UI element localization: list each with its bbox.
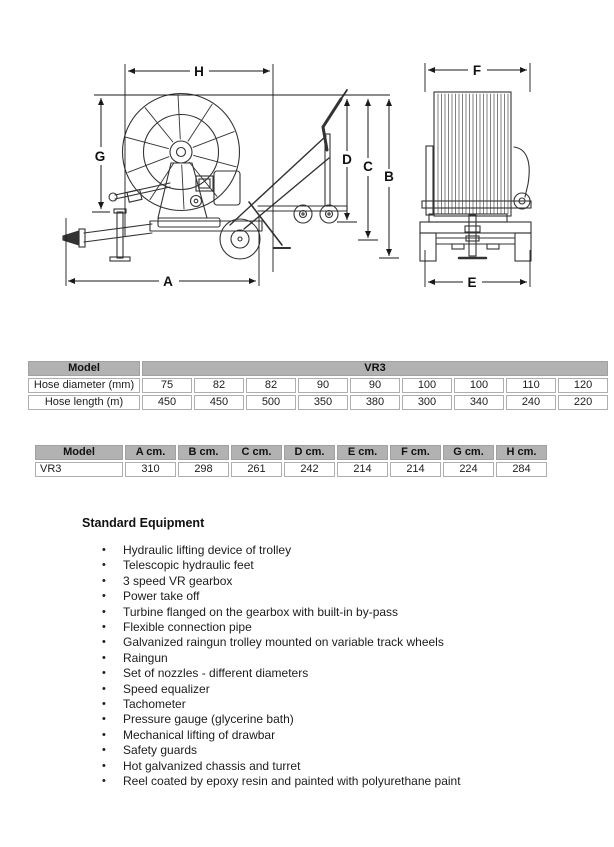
right-foot [515,233,531,261]
value-cell: 298 [178,462,229,477]
table-row [28,378,608,393]
list-item-text: Set of nozzles - different diameters [123,666,309,681]
hitch-bracket [79,229,85,247]
list-item-text: Turbine flanged on the gearbox with built-in by-pass [123,604,399,619]
side-view-drawing [63,90,347,261]
raingun-barrel [323,99,341,150]
raingun-nozzle [341,90,347,99]
trolley-wheel-rear-hub [328,213,330,215]
table-row [35,462,547,477]
model-value-header: VR3 [142,361,608,376]
table-row [28,395,608,410]
value-cell: 340 [454,395,504,410]
drum-base-plate [429,214,507,222]
dim-label-a: A [163,274,173,289]
list-item-text: Mechanical lifting of drawbar [123,727,276,742]
list-item [82,635,572,650]
list-item [82,543,572,558]
list-item-text: Hydraulic lifting device of trolley [123,543,292,557]
left-upright [426,146,433,215]
trolley-wheel-rear [320,205,338,223]
value-cell: 261 [231,462,282,477]
table-header-row [35,445,547,460]
bullet-icon: • [102,605,106,618]
list-item-text: Pressure gauge (glycerine bath) [123,712,294,727]
list-item [82,759,572,774]
list-item [82,651,572,666]
trolley-lift-arm-lower [244,158,329,229]
reel-hub [170,141,192,163]
list-item-text: Power take off [123,589,200,604]
equipment-list [82,543,572,790]
value-cell: 82 [246,378,296,393]
dim-label-f: F [472,63,482,78]
list-item [82,620,572,635]
reel-drum [144,115,219,190]
column-header: H cm. [496,445,547,460]
value-cell: 214 [390,462,441,477]
value-cell: 240 [506,395,556,410]
list-item-text: Hot galvanized chassis and turret [123,758,301,773]
trolley-wheel-front [294,205,312,223]
hose-guide-arm [514,147,529,197]
value-cell: 100 [402,378,452,393]
support-leg [249,202,282,245]
row-label: Hose length (m) [28,395,140,410]
rail-notch-right [487,244,499,249]
jack-leg [117,212,123,258]
standard-equipment-section [82,516,572,790]
value-cell: 450 [194,395,244,410]
column-header: F cm. [390,445,441,460]
rail-notch-left [452,244,464,249]
tow-hitch [63,231,79,245]
main-wheel-rim [231,230,249,248]
column-header: A cm. [125,445,176,460]
list-item [82,558,572,573]
dimension-lines [66,63,530,287]
dim-label-e: E [467,275,477,290]
bullet-icon: • [102,698,106,711]
list-item-text: Reel coated by epoxy resin and painted with polyurethane paint [123,774,461,789]
value-cell: 500 [246,395,296,410]
value-cell: 450 [142,395,192,410]
list-item-text: Telescopic hydraulic feet [123,558,254,573]
value-cell: 110 [506,378,556,393]
column-header: B cm. [178,445,229,460]
list-item-text: Flexible connection pipe [123,620,252,635]
bullet-icon: • [102,775,106,788]
value-cell: 242 [284,462,335,477]
model-name-cell: VR3 [35,462,123,477]
value-cell: 300 [402,395,452,410]
list-item [82,682,572,697]
value-cell: 100 [454,378,504,393]
value-cell: 224 [443,462,494,477]
machine-dimensions-table [33,443,549,479]
value-cell: 214 [337,462,388,477]
list-item-text: Galvanized raingun trolley mounted on variable track wheels [123,635,444,650]
drawbar [84,224,152,242]
column-header: D cm. [284,445,335,460]
bullet-icon: • [102,728,106,741]
extension-lines [66,63,530,287]
column-header: C cm. [231,445,282,460]
bullet-icon: • [102,621,106,634]
hose-spec-table [26,359,610,412]
dim-label-c: C [363,159,373,174]
bullet-icon: • [102,713,106,726]
value-cell: 82 [194,378,244,393]
bullet-icon: • [102,544,106,556]
reel-spokes [126,95,236,209]
bullet-icon: • [102,636,106,649]
value-cell: 350 [298,395,348,410]
dim-label-h: H [194,64,204,79]
list-item [82,589,572,604]
bullet-icon: • [102,759,106,772]
table-header-row [28,361,608,376]
turret-base-plate [158,218,220,227]
bullet-icon: • [102,744,106,757]
gearbox-knob-dot [194,199,198,203]
hose-reel-technical-drawing [0,0,614,340]
bullet-icon: • [102,682,106,695]
bullet-icon: • [102,559,106,572]
model-header: Model [28,361,140,376]
list-item [82,712,572,727]
value-cell: 220 [558,395,608,410]
hose-coils [438,94,508,214]
chassis-rails [150,221,262,231]
gearbox-knob [191,196,202,207]
trolley-wheel-front-hub [302,213,304,215]
pto-end-cap [109,193,117,201]
main-wheel-tire [220,219,260,259]
dim-label-g: G [94,149,106,164]
list-item [82,774,572,789]
list-item-text: Safety guards [123,743,198,758]
main-wheel-hub [238,237,242,241]
list-item [82,697,572,712]
list-item [82,728,572,743]
column-header: Model [35,445,123,460]
reel-drum-rear [434,92,511,216]
bullet-icon: • [102,667,106,680]
list-item [82,666,572,681]
left-foot [420,233,436,261]
list-item [82,743,572,758]
rear-view-drawing [420,92,531,261]
bullet-icon: • [102,590,106,603]
value-cell: 120 [558,378,608,393]
jack-collar-upper [465,226,480,232]
bullet-icon: • [102,651,106,664]
list-item [82,574,572,589]
value-cell: 90 [350,378,400,393]
value-cell: 310 [125,462,176,477]
dim-label-d: D [342,152,352,167]
column-header: G cm. [443,445,494,460]
value-cell: 90 [298,378,348,393]
bullet-icon: • [102,574,106,587]
list-item [82,605,572,620]
value-cell: 284 [496,462,547,477]
row-label: Hose diameter (mm) [28,378,140,393]
list-item-text: 3 speed VR gearbox [123,573,233,588]
dim-label-b: B [384,169,394,184]
list-item-text: Raingun [123,650,168,665]
reel-hub-center [177,148,186,157]
value-cell: 380 [350,395,400,410]
list-item-text: Speed equalizer [123,681,210,696]
value-cell: 75 [142,378,192,393]
list-item-text: Tachometer [123,697,186,712]
column-header: E cm. [337,445,388,460]
section-title: Standard Equipment [82,516,205,530]
